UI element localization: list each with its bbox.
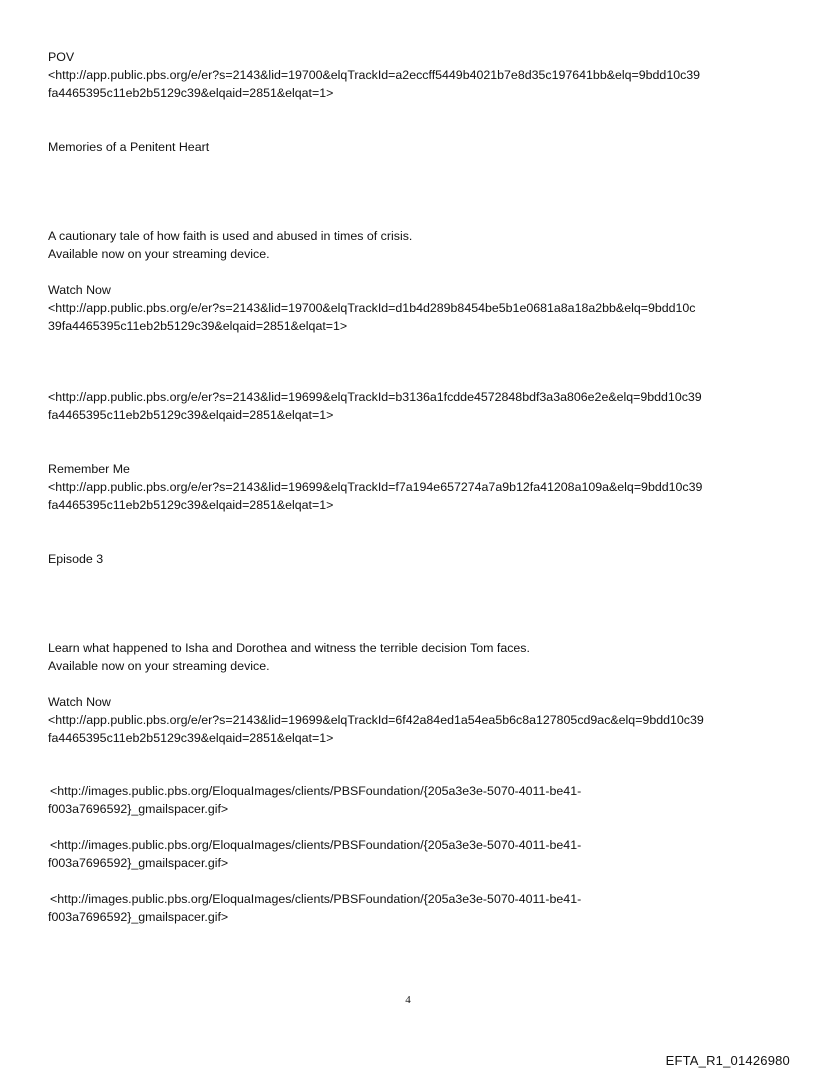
spacer-image-link-1[interactable]: <http://images.public.pbs.org/EloquaImages/clients/PBSFoundation/{205a3e3e-5070-4011-be41-	[50, 784, 582, 798]
memories-title: Memories of a Penitent Heart	[48, 140, 210, 154]
remember-me-link-continued[interactable]: fa4465395c11eb2b5129c39&elqaid=2851&elqat=1>	[48, 498, 334, 512]
remember-me-link[interactable]: <http://app.public.pbs.org/e/er?s=2143&lid=19699&elqTrackId=f7a194e657274a7a9b12fa41208a109a&elq=9bdd10c39	[48, 480, 703, 494]
spacer-image-link-2-continued[interactable]: f003a7696592}_gmailspacer.gif>	[48, 856, 229, 870]
watch-now-link-2[interactable]: <http://app.public.pbs.org/e/er?s=2143&lid=19699&elqTrackId=6f42a84ed1a54ea5b6c8a127805cd9ac&elq=9bdd10c39	[48, 713, 704, 727]
pov-link[interactable]: <http://app.public.pbs.org/e/er?s=2143&lid=19700&elqTrackId=a2eccff5449b4021b7e8d35c197641bb&elq=9bdd10c39	[48, 68, 701, 82]
watch-now-link-1[interactable]: <http://app.public.pbs.org/e/er?s=2143&lid=19700&elqTrackId=d1b4d289b8454be5b1e0681a8a18a2bb&elq=9bdd10c	[48, 301, 696, 315]
watch-now-link-2-continued[interactable]: fa4465395c11eb2b5129c39&elqaid=2851&elqat=1>	[48, 731, 334, 745]
spacer-image-link-1-continued[interactable]: f003a7696592}_gmailspacer.gif>	[48, 802, 229, 816]
episode-availability: Available now on your streaming device.	[48, 659, 270, 673]
spacer-image-link-3[interactable]: <http://images.public.pbs.org/EloquaImages/clients/PBSFoundation/{205a3e3e-5070-4011-be41-	[50, 892, 582, 906]
episode-label: Episode 3	[48, 552, 104, 566]
document-id: EFTA_R1_01426980	[665, 1053, 790, 1068]
pov-link-continued[interactable]: fa4465395c11eb2b5129c39&elqaid=2851&elqat=1>	[48, 86, 334, 100]
watch-now-label-1: Watch Now	[48, 283, 111, 297]
spacer-image-link-3-continued[interactable]: f003a7696592}_gmailspacer.gif>	[48, 910, 229, 924]
watch-now-label-2: Watch Now	[48, 695, 111, 709]
spacer-image-link-2[interactable]: <http://images.public.pbs.org/EloquaImages/clients/PBSFoundation/{205a3e3e-5070-4011-be41-	[50, 838, 582, 852]
episode-description: Learn what happened to Isha and Dorothea and witness the terrible decision Tom faces.	[48, 641, 530, 655]
standalone-link-continued[interactable]: fa4465395c11eb2b5129c39&elqaid=2851&elqat=1>	[48, 408, 334, 422]
memories-description: A cautionary tale of how faith is used and abused in times of crisis.	[48, 229, 413, 243]
standalone-link[interactable]: <http://app.public.pbs.org/e/er?s=2143&lid=19699&elqTrackId=b3136a1fcdde4572848bdf3a3a806e2e&elq=9bdd10c39	[48, 390, 702, 404]
remember-me-title: Remember Me	[48, 462, 130, 476]
page-number: 4	[405, 994, 411, 1006]
pov-title: POV	[48, 50, 75, 64]
memories-availability: Available now on your streaming device.	[48, 247, 270, 261]
watch-now-link-1-continued[interactable]: 39fa4465395c11eb2b5129c39&elqaid=2851&elqat=1>	[48, 319, 348, 333]
